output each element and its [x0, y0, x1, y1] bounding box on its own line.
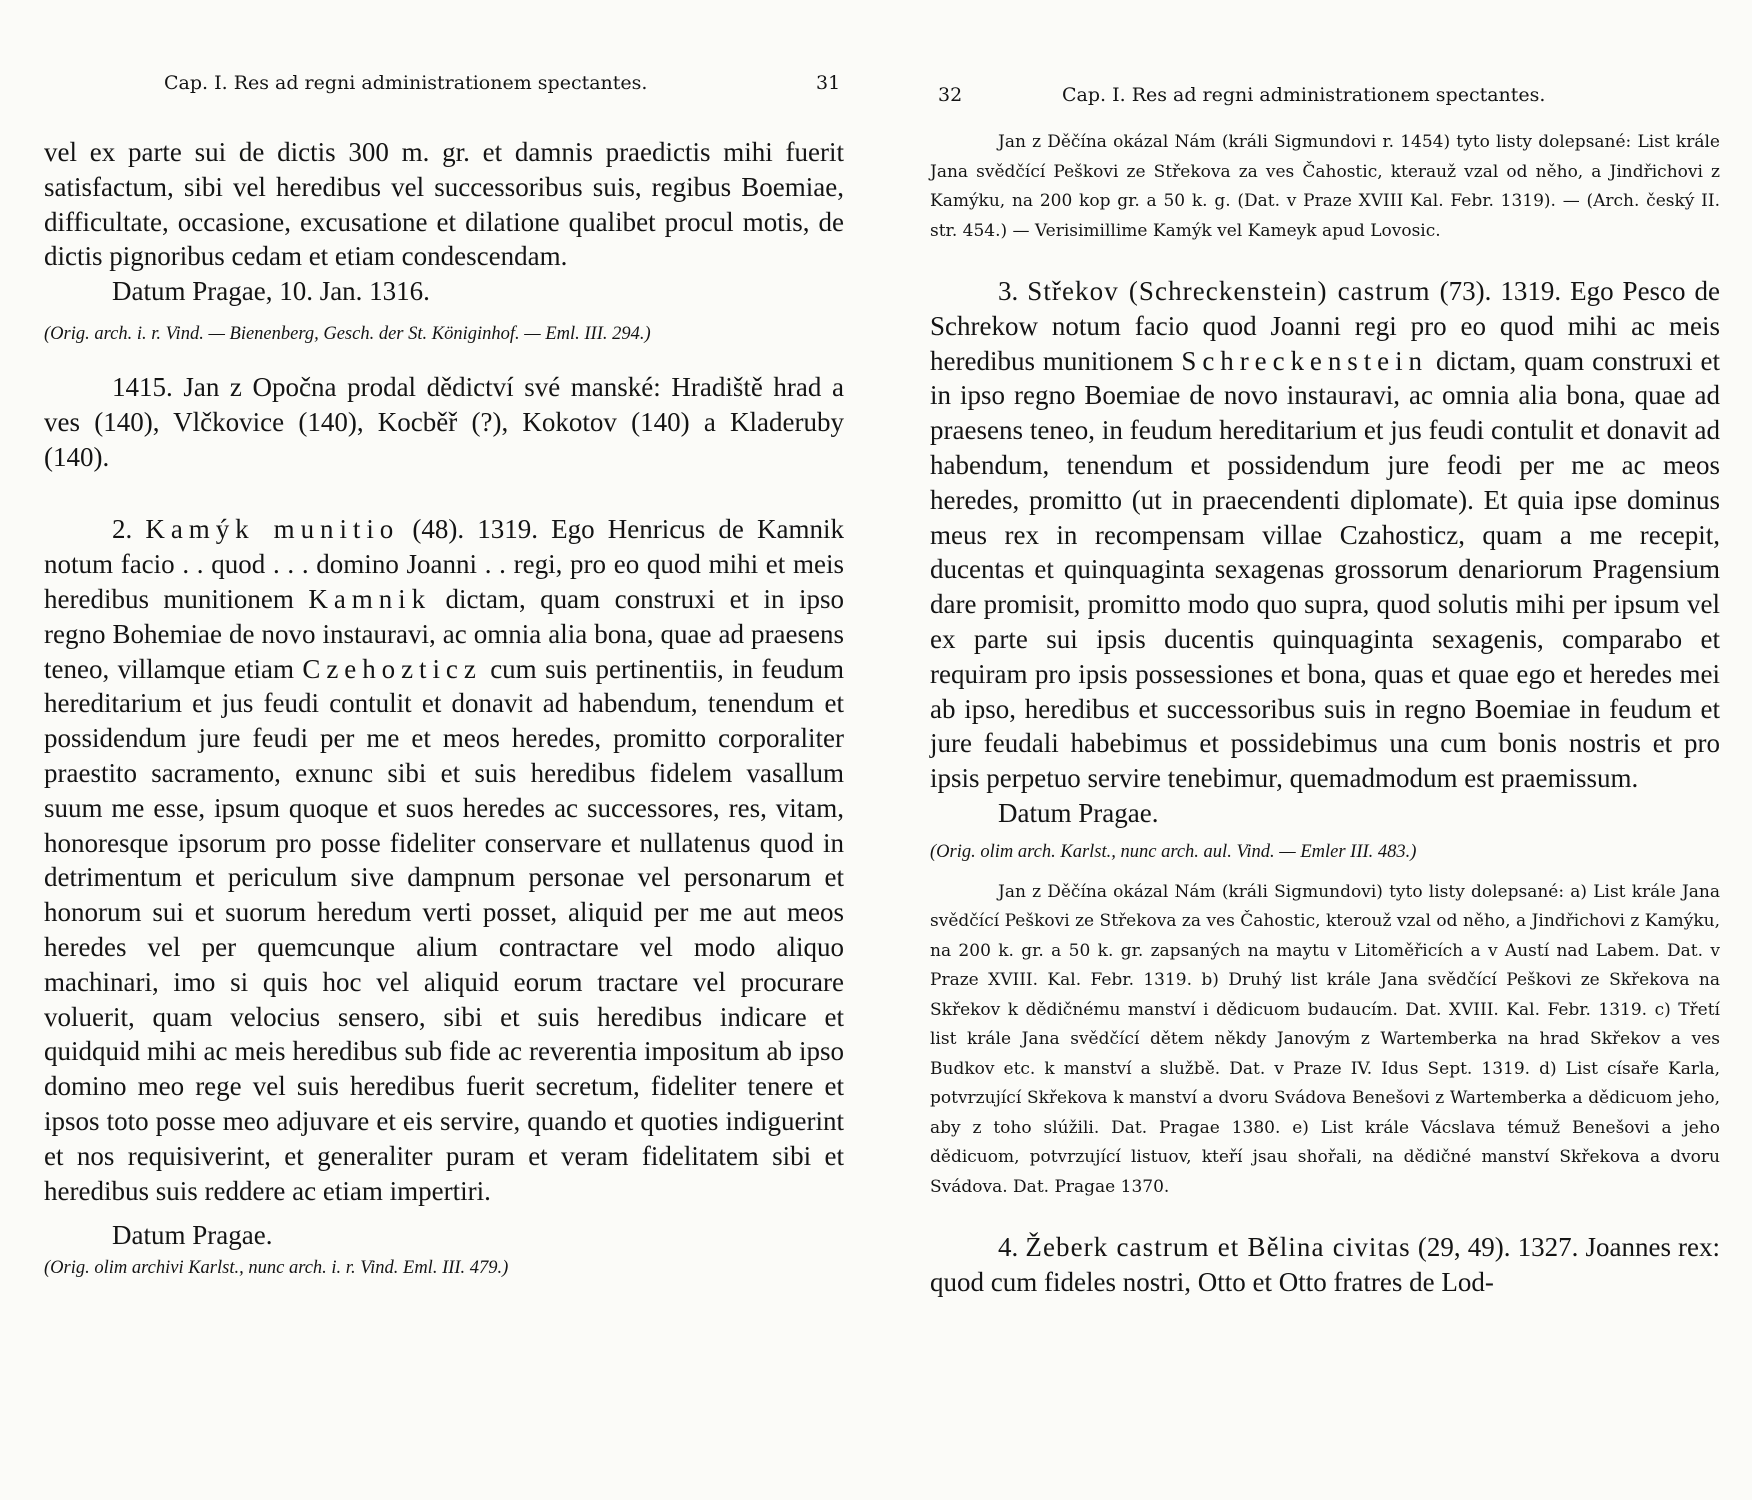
entry-ref: (73). 1319. — [1439, 276, 1562, 306]
editorial-note: Jan z Děčína okázal Nám (králi Sigmundovi r. 1454) tyto listy dolepsané: List krále Jana svědčící Peškovi ze Střekova za ves Čahostic, kterauž vzal od něho, a Jindřichovi z Kamýku, na 200 kop gr. a 50 k. g. (Dat. v Praze XVIII Kal. Febr. 1319). — (Arch. český II. str. 454.) — Verisimillime Kamýk vel Kameyk apud Lovosic. — [930, 132, 1720, 241]
left-body — [44, 135, 844, 1284]
entry-text: dictam, quam construxi et in ipso regno Boemiae de novo instauravi, ac omnia alia bona, quae ad praesens teneo, in feudum hereditarium et jus feudi contulit et donavit ad habendum, tenendum et possidendum jure feodi per me ac meos heredes, promitto (ut in praecendenti diplomate). Et quia ipse dominus meus rex in recompensam villae Czahosticz, quam a me recepit, ducentas et quinquaginta sexagenas grossorum denariorum Pragensium dare promisit, promitto modo quo supra, quod solutis mihi per ipsum vel ex parte sui ipsis ducentis quinquaginta sexagenis, comparabo et requiram pro ipsis possessiones et bona, quas et quae ego et heredes mei ab ipso, heredibus et successoribus suis in regno Boemiae in feudum et jure feudali habebimus et possidebimus una cum bonis nostris et pro ipsis perpetuo servire tenebimur, quemadmodum est praemissum. — [930, 345, 1721, 794]
page-number: 31 — [816, 72, 841, 94]
right-page — [930, 0, 1720, 1500]
entry-number: 3. — [998, 276, 1019, 306]
spaced-name: Czehozticz — [302, 653, 482, 684]
entry-text: Ego Pesco de Schrekow notum facio quod Joanni regi pro eo quod mihi ac meis heredibus munitionem — [930, 276, 1721, 376]
entry-title: Střekov (Schreckenstein) castrum — [1027, 276, 1431, 306]
entry-text: Joannes rex: quod cum fideles nostri, Otto et Otto fratres de Lod- — [930, 1232, 1721, 1298]
page-number: 32 — [938, 84, 963, 106]
source-citation: (Orig. olim arch. Karlst., nunc arch. aul. Vind. — Emler III. 483.) — [930, 841, 1417, 862]
running-head-title: Cap. I. Res ad regni administrationem spectantes. — [164, 72, 648, 94]
entry-number: 4. — [998, 1232, 1019, 1263]
entry-2 — [44, 512, 844, 1208]
running-head-title: Cap. I. Res ad regni administrationem spectantes. — [1062, 84, 1546, 106]
entry-4 — [930, 1230, 1720, 1300]
continuation-paragraph: vel ex parte sui de dictis 300 m. gr. et damnis praedictis mihi fuerit satisfactum, sibi vel heredibus vel successoribus suis, regibus Boemiae, difficultate, occasione, excusatione et dilatione qualibet procul motis, de dictis pignoribus cedam et etiam condescendam. — [44, 137, 844, 272]
datum-line: Datum Pragae. — [998, 797, 1159, 828]
editorial-note: Jan z Děčína okázal Nám (králi Sigmundovi) tyto listy dolepsané: a) List krále Jana svědčící Peškovi ze Střekova za ves Čahostic, kterouž vzal od něho, a Jindřichovi z Kamýku, na 200 k. gr. a 50 k. gr. zapsaných na maytu v Litoměřicích a v Austí nad Labem. Dat. v Praze XVIII. Kal. Febr. 1319. b) Druhý list krále Jana svědčící Peškovi ze Skřekova na Skřekov k dědičnému manství i dědicuom budaucím. Dat. XVIII. Kal. Febr. 1319. c) Třetí list krále Jana svědčící dětem někdy Janovým z Wartemberka na hrad Skřekov a ves Budkov etc. k manství a službě. Dat. v Praze IV. Idus Sept. 1319. d) List císaře Karla, potvrzující Skřekova k manství a dvoru Svádova Benešovi z Wartemberka a dědicuom jeho, aby z toho slúžili. Dat. Pragae 1380. e) List krále Vácslava témuž Benešovi a jeho dědicuom, potvrzující listuov, kteří jsau shořali, na dědičné manství Skřekova a dvoru Svádova. Dat. Pragae 1370. — [930, 881, 1720, 1197]
left-running-head — [44, 72, 844, 102]
source-citation: (Orig. olim archivi Karlst., nunc arch. i. r. Vind. Eml. III. 479.) — [44, 1258, 509, 1279]
right-body — [930, 128, 1720, 1300]
right-running-head — [930, 72, 1720, 106]
note-1415: 1415. Jan z Opočna prodal dědictví své manské: Hradiště hrad a ves (140), Vlčkovice (140), Kocběř (?), Kokotov (140) a Kladeruby (140). — [44, 371, 844, 472]
entry-ref: (48). 1319. — [412, 514, 539, 545]
entry-text: Ego Henricus de Kamnik notum facio . . quod . . . domino Joanni . . regi, pro eo quod mihi et meis heredibus munitionem — [44, 514, 845, 614]
entry-title: Žeberk castrum et Bělina civitas — [1025, 1232, 1411, 1263]
entry-ref: (29, 49). 1327. — [1417, 1232, 1579, 1263]
entry-text: cum suis pertinentiis, in feudum hereditarium et jus feudi contulit et donavit ad habendum, tenendum et possidendum jure feudi per me et meos heredes, promitto corporaliter praestito sacramento, exnunc sibi et suis heredibus fidelem vasallum suum me esse, ipsum quoque et suos heredes ac successores, res, vitam, honoresque ipsorum pro posse fideliter conservare et nullatenus quod in detrimentum et periculum sive dampnum personae vel personarum et honorum sui et suorum heredum verti posset, aliquid per me aut meos heredes vel per quemcunque alium contractare vel modo aliquo machinari, imo si quis hoc vel aliquid eorum tractare vel procurare voluerit, quam velocius sensero, sibi et suis heredibus indicare et quidquid mihi ac meis heredibus sub fide ac reverentia impositum ab ipso domino meo rege vel suis heredibus fuerit secretum, fideliter tenere et ipsos toto posse meo adjuvare et eis servire, quando et quoties indiguerint et nos requisiverint, et generaliter puram et veram fidelitatem sibi et heredibus suis reddere ac etiam impertiri. — [44, 653, 845, 1206]
entry-text: dictam, quam construxi et in ipso regno Bohemiae de novo instauravi, ac omnia alia bona, quae ad praesens teneo, villamque etiam — [44, 583, 844, 684]
datum-line: Datum Pragae, 10. Jan. 1316. — [112, 276, 430, 307]
datum-line: Datum Pragae. — [112, 1220, 273, 1251]
spaced-name: Schreckenstein — [1181, 345, 1428, 376]
entry-3 — [930, 274, 1720, 796]
left-page — [44, 0, 844, 1500]
entry-number: 2. — [112, 514, 133, 545]
entry-title: Kamýk munitio — [145, 514, 400, 545]
source-citation: (Orig. arch. i. r. Vind. — Bienenberg, Gesch. der St. Königinhof. — Eml. III. 294.) — [44, 323, 651, 344]
spaced-name: Kamnik — [308, 583, 432, 614]
